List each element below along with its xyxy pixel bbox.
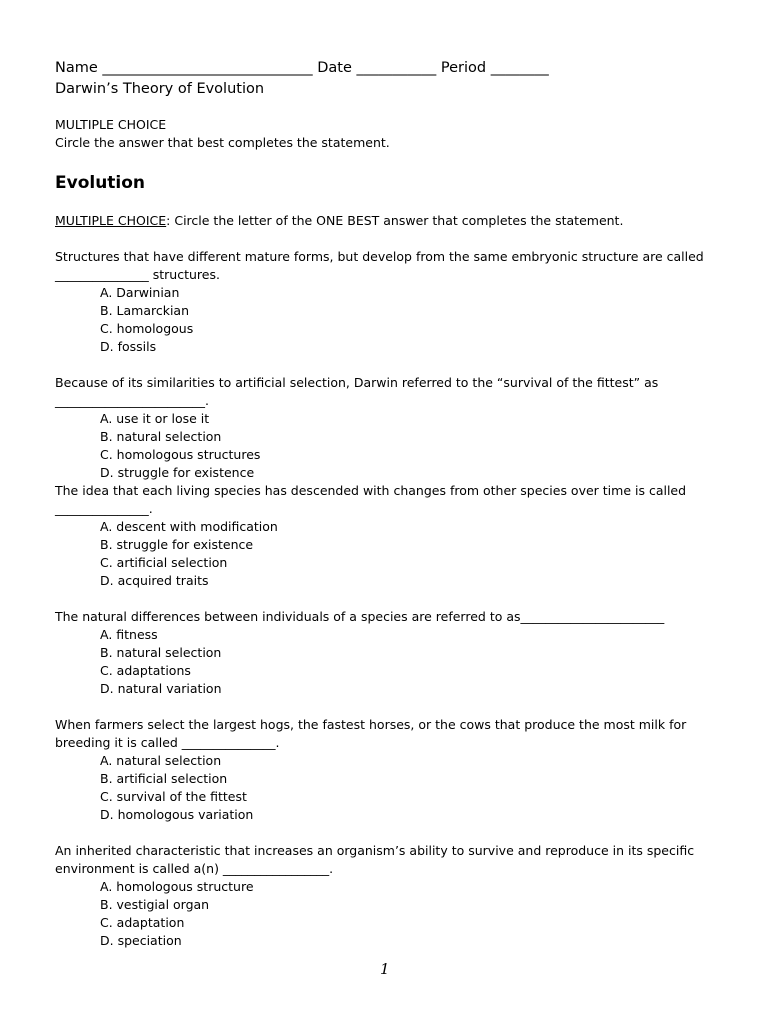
intro-heading: MULTIPLE CHOICE	[55, 117, 167, 132]
choice-c[interactable]: C. survival of the fittest	[100, 789, 247, 804]
worksheet-subtitle: Darwin’s Theory of Evolution	[55, 81, 265, 97]
choice-list	[55, 752, 715, 824]
choice-list	[55, 284, 715, 356]
choice-d[interactable]: D. speciation	[100, 933, 182, 948]
mc-label: MULTIPLE CHOICE	[55, 213, 167, 228]
choice-d[interactable]: D. natural variation	[100, 681, 222, 696]
choice-list	[55, 878, 715, 950]
choice-b[interactable]: B. natural selection	[100, 645, 222, 660]
choice-c[interactable]: C. artificial selection	[100, 555, 228, 570]
choice-b[interactable]: B. natural selection	[100, 429, 222, 444]
page-number: 1	[380, 960, 390, 978]
mc-instruction: : Circle the letter of the ONE BEST answer that completes the statement.	[166, 213, 624, 228]
question-text: The idea that each living species has descended with changes from other species over time is called _______________.	[55, 483, 687, 516]
choice-b[interactable]: B. Lamarckian	[100, 303, 190, 318]
choice-d[interactable]: D. struggle for existence	[100, 465, 255, 480]
question-text: An inherited characteristic that increases an organism’s ability to survive and reproduce in its specific environment is called a(n) _________________.	[55, 843, 695, 876]
choice-c[interactable]: C. homologous structures	[100, 447, 261, 462]
choice-a[interactable]: A. homologous structure	[100, 879, 254, 894]
question-1	[55, 248, 715, 356]
question-2	[55, 374, 715, 482]
choice-c[interactable]: C. adaptations	[100, 663, 191, 678]
choice-a[interactable]: A. fitness	[100, 627, 158, 642]
name-date-period-line: Name _____________________________ Date ___________ Period ________	[55, 60, 549, 76]
intro-instruction: Circle the answer that best completes the statement.	[55, 135, 390, 150]
mc-instruction-line	[55, 212, 715, 230]
question-5	[55, 716, 715, 824]
choice-d[interactable]: D. homologous variation	[100, 807, 254, 822]
choice-a[interactable]: A. natural selection	[100, 753, 222, 768]
choice-list	[55, 410, 715, 482]
question-4	[55, 608, 715, 698]
choice-b[interactable]: B. struggle for existence	[100, 537, 254, 552]
choice-b[interactable]: B. vestigial organ	[100, 897, 210, 912]
worksheet-page	[55, 58, 715, 950]
choice-d[interactable]: D. fossils	[100, 339, 157, 354]
choice-c[interactable]: C. homologous	[100, 321, 194, 336]
choice-a[interactable]: A. use it or lose it	[100, 411, 210, 426]
choice-list	[55, 518, 715, 590]
choice-a[interactable]: A. Darwinian	[100, 285, 180, 300]
choice-c[interactable]: C. adaptation	[100, 915, 185, 930]
question-text: Structures that have different mature forms, but develop from the same embryonic structure are called _______________ structures.	[55, 249, 704, 282]
choice-list	[55, 626, 715, 698]
section-title: Evolution	[55, 173, 146, 193]
choice-b[interactable]: B. artificial selection	[100, 771, 228, 786]
question-3	[55, 482, 715, 590]
question-text: The natural differences between individuals of a species are referred to as_______________________	[55, 609, 665, 624]
question-6	[55, 842, 715, 950]
choice-d[interactable]: D. acquired traits	[100, 573, 209, 588]
choice-a[interactable]: A. descent with modification	[100, 519, 278, 534]
question-text: When farmers select the largest hogs, the fastest horses, or the cows that produce the most milk for breeding it is called _______________.	[55, 717, 687, 750]
question-text: Because of its similarities to artificial selection, Darwin referred to the “survival of the fittest” as ________________________.	[55, 375, 659, 408]
